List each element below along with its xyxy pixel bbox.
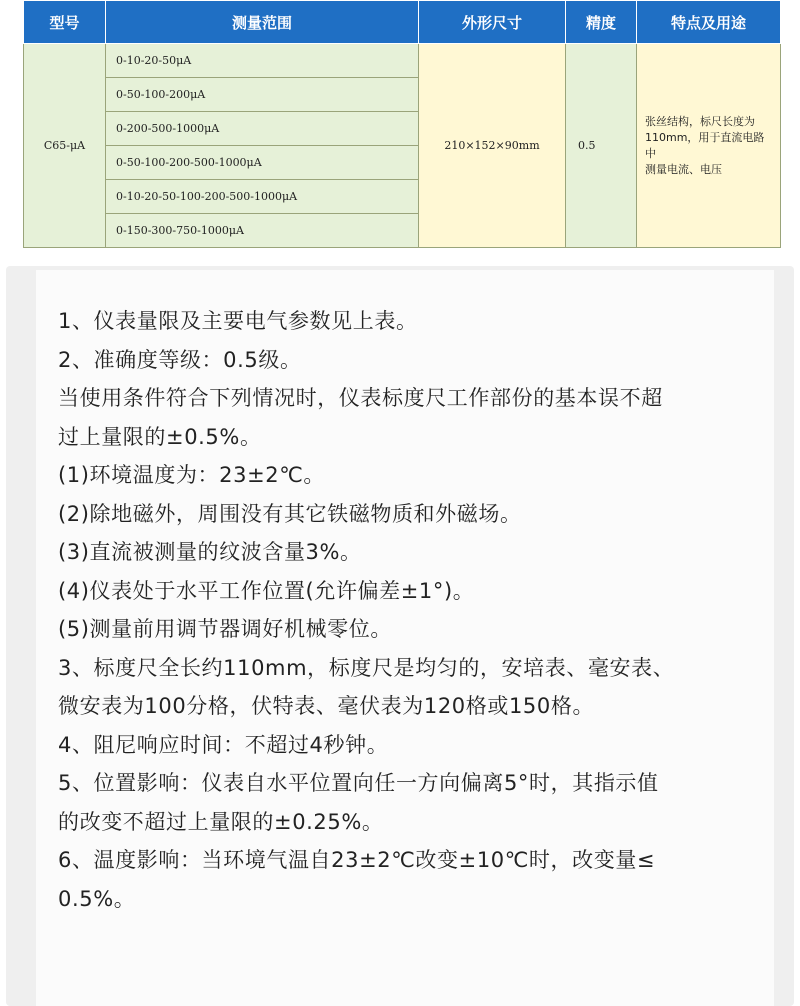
header-size: 外形尺寸 [419,1,566,44]
notes-card [36,270,774,1006]
model-cell: C65-μA [24,44,106,248]
table-header-row [24,1,781,44]
notes-line: 当使用条件符合下列情况时，仪表标度尺工作部份的基本误不超 [58,386,663,410]
range-cell: 0-10-20-50μA [106,44,419,78]
notes-line: (1)环境温度为：23±2℃。 [58,463,326,487]
range-cell: 0-50-100-200-500-1000μA [106,146,419,180]
range-cell: 0-10-20-50-100-200-500-1000μA [106,180,419,214]
precision-cell: 0.5 [566,44,637,248]
notes-line: 1、仪表量限及主要电气参数见上表。 [58,309,418,333]
notes-panel [6,266,794,1006]
notes-text [58,302,758,918]
header-model: 型号 [24,1,106,44]
features-line: 110mm，用于直流电路中 [645,130,765,160]
notes-line: 6、温度影响：当环境气温自23±2℃改变±10℃时，改变量≤ [58,848,656,872]
notes-line: 3、标度尺全长约110mm，标度尺是均匀的，安培表、毫安表、 [58,655,675,680]
features-line: 测量电流、电压 [645,162,722,176]
notes-line: (2)除地磁外，周围没有其它铁磁物质和外磁场。 [58,501,522,526]
notes-line: 的改变不超过上量限的±0.25%。 [58,809,384,834]
header-features: 特点及用途 [637,1,781,44]
range-cell: 0-50-100-200μA [106,78,419,112]
notes-line: 0.5%。 [58,886,136,911]
notes-line: (5)测量前用调节器调好机械零位。 [58,617,392,641]
table-row [24,44,781,78]
notes-line: 微安表为100分格，伏特表、毫伏表为120格或150格。 [58,694,595,718]
header-precision: 精度 [566,1,637,44]
size-cell: 210×152×90mm [419,44,566,248]
features-line: 张丝结构，标尺长度为 [645,114,755,128]
notes-line: 5、位置影响：仪表自水平位置向任一方向偏离5°时，其指示值 [58,771,659,795]
notes-line: (3)直流被测量的纹波含量3%。 [58,540,362,564]
notes-line: 2、准确度等级：0.5级。 [58,347,302,372]
spec-table [23,0,781,248]
notes-line: (4)仪表处于水平工作位置(允许偏差±1°)。 [58,578,475,603]
header-range: 测量范围 [106,1,419,44]
range-cell: 0-150-300-750-1000μA [106,214,419,248]
range-cell: 0-200-500-1000μA [106,112,419,146]
notes-line: 过上量限的±0.5%。 [58,424,262,449]
features-cell [637,44,781,248]
notes-line: 4、阻尼响应时间：不超过4秒钟。 [58,732,389,757]
